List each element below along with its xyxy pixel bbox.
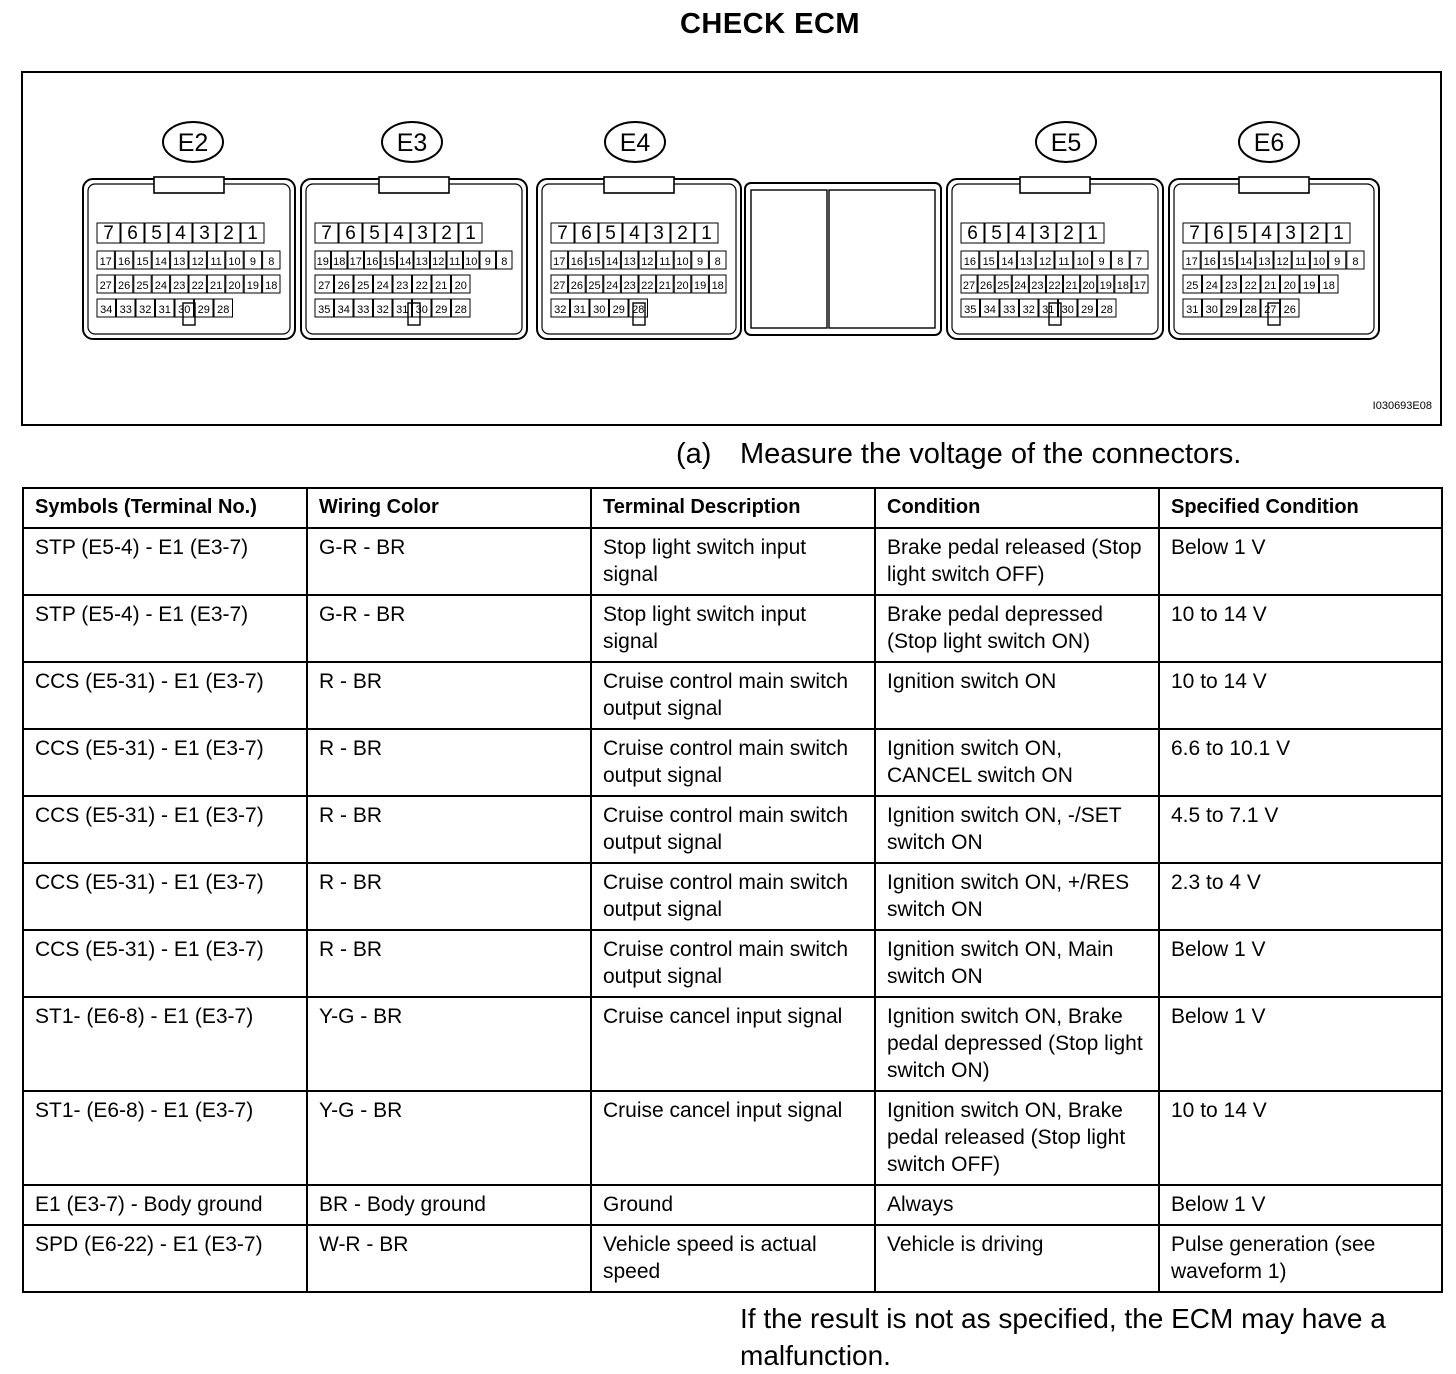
pin-number: 25	[1186, 280, 1199, 292]
pin-number: 18	[1116, 280, 1129, 292]
pin-number: 8	[268, 256, 275, 268]
pin-number: 30	[178, 304, 191, 316]
cell-wiring-color: R - BR	[307, 796, 591, 863]
cell-description: Cruise control main switch output signal	[591, 662, 875, 729]
cell-description: Stop light switch input signal	[591, 528, 875, 595]
pin-number: 21	[209, 280, 223, 292]
pin-number: 7	[1136, 256, 1143, 268]
pin-number: 21	[1264, 280, 1277, 292]
pin-number: 17	[349, 256, 362, 268]
pin-number: 32	[376, 304, 389, 316]
pin-number: 7	[321, 223, 332, 244]
pin-number: 6	[581, 223, 592, 244]
pin-number: 2	[677, 223, 688, 244]
pin-number: 10	[1076, 256, 1089, 268]
pin-number: 15	[382, 256, 395, 268]
pin-number: 24	[1014, 280, 1027, 292]
pin-number: 19	[1099, 280, 1112, 292]
pin-number: 16	[117, 256, 131, 268]
pin-number: 1	[247, 223, 258, 244]
pin-number: 23	[173, 280, 186, 292]
pin-number: 10	[1312, 256, 1326, 268]
pin-number: 28	[1244, 304, 1257, 316]
pin-number: 25	[588, 280, 601, 292]
pin-number: 10	[465, 256, 478, 268]
pin-number: 25	[136, 280, 149, 292]
pin-number: 24	[1205, 280, 1218, 292]
pin-number: 4	[1261, 223, 1272, 244]
pin-number: 26	[117, 280, 131, 292]
pin-number: 29	[435, 304, 448, 316]
step-label: (a)	[676, 438, 712, 470]
cell-specified: Below 1 V	[1159, 528, 1442, 595]
pin-number: 3	[199, 223, 210, 244]
pin-number: 23	[396, 280, 409, 292]
pin-number: 22	[191, 280, 204, 292]
pin-number: 15	[1221, 256, 1235, 268]
step-text: Measure the voltage of the connectors.	[740, 438, 1242, 470]
cell-wiring-color: R - BR	[307, 662, 591, 729]
pin-number: 35	[964, 304, 977, 316]
pin-number: 33	[357, 304, 370, 316]
pin-number: 1	[1333, 223, 1344, 244]
pin-number: 26	[1283, 304, 1296, 316]
pin-number: 12	[191, 256, 204, 268]
connector-lock-tab	[1239, 177, 1309, 193]
cell-wiring-color: R - BR	[307, 729, 591, 796]
pin-number: 20	[1283, 280, 1296, 292]
cell-description: Cruise cancel input signal	[591, 1091, 875, 1185]
pin-number: 28	[454, 304, 467, 316]
pin-number: 19	[316, 256, 329, 268]
pin-number: 9	[1334, 256, 1341, 268]
pin-number: 14	[399, 256, 412, 268]
pin-number: 1	[1087, 223, 1098, 244]
header-condition: Condition	[875, 488, 1159, 528]
pin-number: 18	[1322, 280, 1335, 292]
table-row	[23, 1185, 1442, 1225]
pin-number: 12	[641, 256, 654, 268]
pin-number: 11	[1058, 256, 1070, 268]
cell-condition: Always	[875, 1185, 1159, 1225]
pin-number: 33	[1003, 304, 1016, 316]
pin-number: 29	[612, 304, 625, 316]
pin-number: 32	[1022, 304, 1035, 316]
pin-number: 17	[99, 256, 112, 268]
cell-specified: Below 1 V	[1159, 1185, 1442, 1225]
connector-label: E2	[177, 129, 209, 157]
cell-symbol: CCS (E5-31) - E1 (E3-7)	[23, 863, 307, 930]
cell-symbol: CCS (E5-31) - E1 (E3-7)	[23, 930, 307, 997]
cell-condition: Ignition switch ON, Main switch ON	[875, 930, 1159, 997]
cell-wiring-color: G-R - BR	[307, 528, 591, 595]
blank-cavity	[829, 190, 935, 328]
pin-number: 3	[417, 223, 428, 244]
pin-number: 24	[154, 280, 168, 292]
pin-number: 11	[449, 256, 461, 268]
cell-description: Cruise control main switch output signal	[591, 729, 875, 796]
pin-number: 12	[1038, 256, 1052, 268]
pin-number: 24	[376, 280, 389, 292]
pin-number: 11	[659, 256, 671, 268]
ecm-connector-diagram	[21, 71, 1442, 426]
connector-lock-tab	[604, 177, 674, 193]
pin-number: 29	[1225, 304, 1238, 316]
pin-number: 23	[1031, 280, 1044, 292]
connector-drawing	[23, 73, 1440, 424]
pin-number: 8	[1352, 256, 1359, 268]
pin-number: 13	[1258, 256, 1271, 268]
pin-number: 14	[1001, 256, 1014, 268]
cell-wiring-color: Y-G - BR	[307, 997, 591, 1091]
pin-number: 12	[432, 256, 445, 268]
connector-lock-tab	[154, 177, 224, 193]
pin-number: 28	[1100, 304, 1113, 316]
pin-number: 8	[714, 256, 721, 268]
pin-number: 8	[1117, 256, 1124, 268]
pin-number: 4	[393, 223, 404, 244]
cell-specified: 10 to 14 V	[1159, 1091, 1442, 1185]
pin-number: 5	[369, 223, 380, 244]
table-row	[23, 528, 1442, 595]
pin-number: 2	[1309, 223, 1320, 244]
cell-wiring-color: R - BR	[307, 930, 591, 997]
pin-number: 11	[210, 256, 222, 268]
pin-number: 15	[588, 256, 601, 268]
pin-number: 11	[1295, 256, 1307, 268]
cell-description: Cruise control main switch output signal	[591, 930, 875, 997]
cell-symbol: CCS (E5-31) - E1 (E3-7)	[23, 662, 307, 729]
cell-symbol: SPD (E6-22) - E1 (E3-7)	[23, 1225, 307, 1292]
pin-number: 27	[318, 280, 331, 292]
cell-condition: Ignition switch ON, Brake pedal depressed (Stop light switch ON)	[875, 997, 1159, 1091]
pin-number: 3	[1039, 223, 1050, 244]
cell-symbol: STP (E5-4) - E1 (E3-7)	[23, 528, 307, 595]
result-note: If the result is not as specified, the ECM may have a malfunction.	[740, 1303, 1386, 1371]
connector-label: E6	[1253, 129, 1285, 157]
pin-number: 30	[1205, 304, 1218, 316]
pin-number: 24	[605, 280, 619, 292]
pin-number: 15	[136, 256, 149, 268]
table-row	[23, 997, 1442, 1091]
cell-description: Cruise control main switch output signal	[591, 863, 875, 930]
pin-number: 20	[454, 280, 467, 292]
pin-number: 21	[435, 280, 448, 292]
pin-number: 9	[697, 256, 704, 268]
pin-number: 19	[693, 280, 707, 292]
pin-number: 27	[1264, 304, 1277, 316]
pin-number: 12	[1276, 256, 1289, 268]
cell-description: Ground	[591, 1185, 875, 1225]
cell-description: Stop light switch input signal	[591, 595, 875, 662]
pin-number: 7	[1189, 223, 1200, 244]
pin-number: 31	[573, 304, 586, 316]
table-row	[23, 595, 1442, 662]
pin-number: 6	[967, 223, 978, 244]
cell-wiring-color: Y-G - BR	[307, 1091, 591, 1185]
cell-description: Vehicle speed is actual speed	[591, 1225, 875, 1292]
cell-symbol: CCS (E5-31) - E1 (E3-7)	[23, 729, 307, 796]
table-row	[23, 863, 1442, 930]
cell-condition: Ignition switch ON, CANCEL switch ON	[875, 729, 1159, 796]
header-terminal-description: Terminal Description	[591, 488, 875, 528]
pin-number: 35	[318, 304, 331, 316]
pin-number: 27	[962, 280, 976, 292]
cell-description: Cruise cancel input signal	[591, 997, 875, 1091]
pin-number: 16	[1203, 256, 1216, 268]
pin-number: 32	[554, 304, 567, 316]
cell-specified: Below 1 V	[1159, 997, 1442, 1091]
connector-lock-tab	[379, 177, 449, 193]
pin-number: 22	[1244, 280, 1257, 292]
cell-symbol: STP (E5-4) - E1 (E3-7)	[23, 595, 307, 662]
pin-number: 2	[441, 223, 452, 244]
pin-number: 29	[1081, 304, 1094, 316]
pin-number: 34	[983, 304, 996, 316]
pin-number: 13	[173, 256, 186, 268]
cell-condition: Ignition switch ON, +/RES switch ON	[875, 863, 1159, 930]
pin-number: 14	[1240, 256, 1253, 268]
header-wiring-color: Wiring Color	[307, 488, 591, 528]
cell-symbol: E1 (E3-7) - Body ground	[23, 1185, 307, 1225]
cell-wiring-color: G-R - BR	[307, 595, 591, 662]
header-symbols: Symbols (Terminal No.)	[23, 488, 307, 528]
cell-specified: Below 1 V	[1159, 930, 1442, 997]
connector-label: E3	[396, 129, 428, 157]
table-row	[23, 1225, 1442, 1292]
pin-number: 15	[982, 256, 995, 268]
pin-number: 31	[1186, 304, 1199, 316]
pin-number: 18	[265, 280, 278, 292]
pin-number: 6	[1213, 223, 1224, 244]
pin-number: 18	[711, 280, 724, 292]
pin-number: 31	[1042, 304, 1055, 316]
pin-number: 4	[1015, 223, 1026, 244]
pin-number: 2	[223, 223, 234, 244]
pin-number: 5	[605, 223, 616, 244]
pin-number: 13	[1020, 256, 1033, 268]
pin-number: 20	[676, 280, 689, 292]
pin-number: 30	[1061, 304, 1074, 316]
pin-number: 25	[997, 280, 1010, 292]
pin-number: 30	[593, 304, 606, 316]
cell-condition: Ignition switch ON, -/SET switch ON	[875, 796, 1159, 863]
pin-number: 10	[676, 256, 689, 268]
pin-number: 31	[396, 304, 409, 316]
pin-number: 2	[1063, 223, 1074, 244]
connector-lock-tab	[1020, 177, 1090, 193]
pin-number: 25	[357, 280, 370, 292]
table-row	[23, 1091, 1442, 1185]
cell-specified: 2.3 to 4 V	[1159, 863, 1442, 930]
pin-number: 10	[228, 256, 241, 268]
pin-number: 14	[154, 256, 168, 268]
table-row	[23, 662, 1442, 729]
connector-label: E4	[619, 129, 651, 157]
cell-specified: Pulse generation (see waveform 1)	[1159, 1225, 1442, 1292]
table-row	[23, 796, 1442, 863]
cell-condition: Ignition switch ON, Brake pedal released (Stop light switch OFF)	[875, 1091, 1159, 1185]
pin-number: 23	[1225, 280, 1238, 292]
pin-number: 6	[345, 223, 356, 244]
pin-number: 4	[629, 223, 640, 244]
pin-number: 26	[570, 280, 584, 292]
pin-number: 28	[217, 304, 230, 316]
cell-symbol: CCS (E5-31) - E1 (E3-7)	[23, 796, 307, 863]
pin-number: 3	[1285, 223, 1296, 244]
cell-symbol: ST1- (E6-8) - E1 (E3-7)	[23, 997, 307, 1091]
pin-number: 28	[632, 304, 645, 316]
cell-specified: 10 to 14 V	[1159, 595, 1442, 662]
pin-number: 9	[484, 256, 491, 268]
pin-number: 6	[127, 223, 138, 244]
pin-number: 20	[228, 280, 241, 292]
blank-cavity	[751, 190, 827, 328]
pin-number: 23	[623, 280, 636, 292]
pin-number: 32	[139, 304, 152, 316]
step-instruction	[676, 438, 1241, 471]
pin-number: 34	[100, 304, 113, 316]
cell-symbol: ST1- (E6-8) - E1 (E3-7)	[23, 1091, 307, 1185]
connector-label: E5	[1050, 129, 1082, 157]
pin-number: 4	[175, 223, 186, 244]
pin-number: 5	[151, 223, 162, 244]
pin-number: 1	[701, 223, 712, 244]
pin-number: 19	[1303, 280, 1316, 292]
pin-number: 22	[641, 280, 654, 292]
cell-wiring-color: W-R - BR	[307, 1225, 591, 1292]
pin-number: 27	[553, 280, 566, 292]
pin-number: 14	[605, 256, 619, 268]
pin-number: 34	[337, 304, 350, 316]
pin-number: 31	[158, 304, 171, 316]
pin-number: 27	[99, 280, 112, 292]
cell-wiring-color: R - BR	[307, 863, 591, 930]
pin-number: 9	[249, 256, 256, 268]
pin-number: 21	[658, 280, 672, 292]
pin-number: 13	[623, 256, 636, 268]
pin-number: 18	[333, 256, 346, 268]
pin-number: 30	[415, 304, 428, 316]
pin-number: 17	[1133, 280, 1147, 292]
cell-condition: Brake pedal depressed (Stop light switch ON)	[875, 595, 1159, 662]
pin-number: 17	[553, 256, 566, 268]
pin-number: 17	[1185, 256, 1198, 268]
cell-specified: 4.5 to 7.1 V	[1159, 796, 1442, 863]
table-row	[23, 930, 1442, 997]
pin-number: 13	[415, 256, 428, 268]
cell-condition: Vehicle is driving	[875, 1225, 1159, 1292]
table-row	[23, 729, 1442, 796]
cell-description: Cruise control main switch output signal	[591, 796, 875, 863]
pin-number: 21	[1065, 280, 1078, 292]
cell-condition: Brake pedal released (Stop light switch OFF)	[875, 528, 1159, 595]
pin-number: 7	[103, 223, 114, 244]
pin-number: 29	[197, 304, 210, 316]
page-title: CHECK ECM	[679, 8, 861, 40]
pin-number: 16	[963, 256, 977, 268]
pin-number: 1	[465, 223, 476, 244]
table-header-row	[23, 488, 1442, 528]
pin-number: 16	[366, 256, 379, 268]
pin-number: 5	[991, 223, 1002, 244]
pin-number: 19	[246, 280, 260, 292]
cell-condition: Ignition switch ON	[875, 662, 1159, 729]
pin-number: 7	[557, 223, 568, 244]
cell-wiring-color: BR - Body ground	[307, 1185, 591, 1225]
pin-number: 16	[570, 256, 584, 268]
header-specified-condition: Specified Condition	[1159, 488, 1442, 528]
pin-number: 22	[1048, 280, 1061, 292]
pin-number: 22	[415, 280, 428, 292]
pin-number: 8	[501, 256, 508, 268]
pin-number: 26	[337, 280, 350, 292]
ecm-voltage-table	[22, 487, 1443, 1293]
pin-number: 20	[1082, 280, 1095, 292]
figure-id: I030693E08	[1372, 400, 1432, 412]
pin-number: 5	[1237, 223, 1248, 244]
pin-number: 3	[653, 223, 664, 244]
pin-number: 33	[119, 304, 132, 316]
pin-number: 26	[980, 280, 993, 292]
pin-number: 9	[1098, 256, 1105, 268]
cell-specified: 6.6 to 10.1 V	[1159, 729, 1442, 796]
cell-specified: 10 to 14 V	[1159, 662, 1442, 729]
